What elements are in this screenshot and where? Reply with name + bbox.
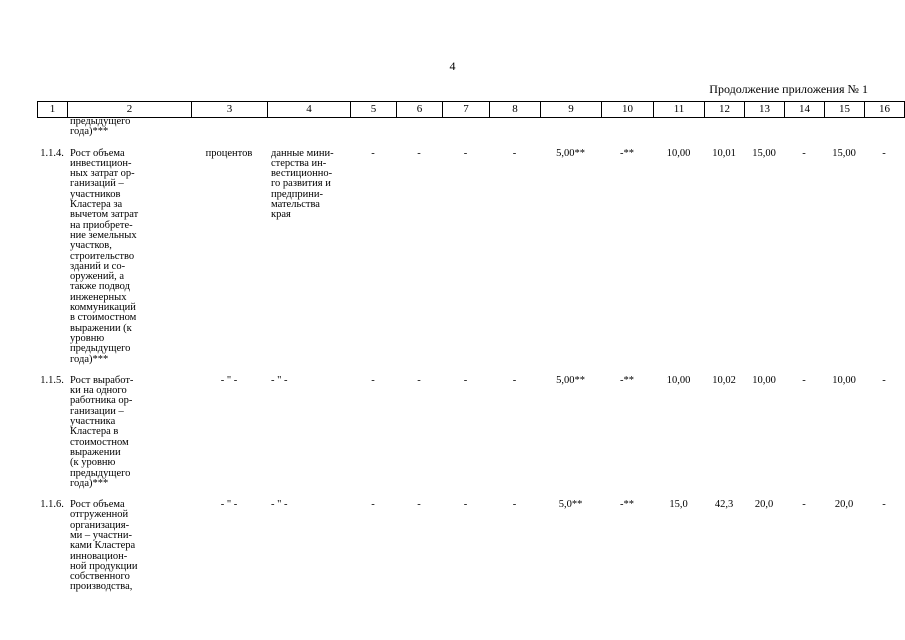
indicator-name: Рост объема инвестицион- ных затрат ор- ганизаций – участников Кластера за вычетом затрат на приобрете- ние земельных участков, строительство зданий и со- оружений, а также подвод инженерных коммуникаций в стоимостном выражении (к уровню предыдущего года)*** <box>70 147 139 365</box>
value-col-10: -** <box>620 147 634 159</box>
value-col-13: 20,0 <box>754 499 774 511</box>
indicator-name: предыдущего года)*** <box>70 116 131 138</box>
source-cell <box>267 117 350 138</box>
value-col-5: - <box>371 499 375 511</box>
indicators-table <box>37 117 904 593</box>
header-col-2: 2 <box>68 102 192 118</box>
header-col-16: 16 <box>865 102 905 118</box>
value-col-6: - <box>417 374 421 386</box>
indicator-name: Рост выработ- ки на одного работника ор- ганизации – участника Кластера в стоимостном выражении (к уровню предыдущего года)*** <box>70 374 134 489</box>
page-number: 4 <box>449 59 456 73</box>
unit-cell: - " - <box>220 374 238 386</box>
value-col-8 <box>489 117 540 138</box>
source-cell: - " - <box>271 499 288 511</box>
value-col-11 <box>653 117 704 138</box>
source-cell: данные мини- стерства ин- вестиционно- го развития и предприни- мательства края <box>271 147 334 221</box>
row-number <box>37 117 67 138</box>
value-col-7: - <box>463 374 468 386</box>
value-col-16 <box>864 117 904 138</box>
row-number: 1.1.5. <box>40 374 64 386</box>
header-col-10: 10 <box>602 102 654 118</box>
value-col-10: -** <box>620 374 634 386</box>
value-col-14 <box>784 117 824 138</box>
header-col-9: 9 <box>541 102 602 118</box>
value-col-13: 15,00 <box>752 147 776 159</box>
value-col-10 <box>601 117 653 138</box>
header-col-1: 1 <box>38 102 68 118</box>
value-col-13 <box>744 117 784 138</box>
source-cell: - " - <box>271 374 288 386</box>
header-col-12: 12 <box>705 102 745 118</box>
value-col-15 <box>824 117 864 138</box>
value-col-15: 15,00 <box>832 147 856 159</box>
value-col-15: 10,00 <box>832 374 856 386</box>
value-col-13: 10,00 <box>752 374 776 386</box>
value-col-11: 10,00 <box>666 147 691 159</box>
header-col-8: 8 <box>490 102 541 118</box>
value-col-7: - <box>463 147 468 159</box>
value-col-16: - <box>882 374 886 386</box>
value-col-16: - <box>882 499 886 511</box>
value-col-9 <box>540 117 601 138</box>
unit-cell: - " - <box>220 499 238 511</box>
value-col-8: - <box>512 147 517 159</box>
indicator-name: Рост объема отгруженной организация- ми – участни- ками Кластера инновацион- ной продукции собственного производства, <box>70 499 138 593</box>
value-col-12: 42,3 <box>714 499 734 511</box>
header-col-15: 15 <box>825 102 865 118</box>
value-col-11: 15,0 <box>669 499 688 511</box>
value-col-15: 20,0 <box>834 499 854 511</box>
row-number: 1.1.6. <box>40 499 64 511</box>
value-col-10: -** <box>620 499 634 511</box>
header-col-3: 3 <box>192 102 268 118</box>
value-col-8: - <box>512 374 517 386</box>
value-col-9: 5,00** <box>556 147 585 159</box>
value-col-16: - <box>882 147 886 159</box>
value-col-12: 10,02 <box>712 374 736 386</box>
header-col-11: 11 <box>654 102 705 118</box>
table-row <box>37 117 904 138</box>
header-col-13: 13 <box>745 102 785 118</box>
value-col-6 <box>396 117 442 138</box>
column-number-header <box>37 101 905 118</box>
value-col-9: 5,00** <box>556 374 585 386</box>
table-row <box>37 149 904 365</box>
value-col-12: 10,01 <box>712 147 736 159</box>
value-col-9: 5,0** <box>558 499 583 511</box>
row-number: 1.1.4. <box>40 147 64 159</box>
value-col-6: - <box>417 147 421 159</box>
header-col-5: 5 <box>351 102 397 118</box>
value-col-6: - <box>417 499 421 511</box>
header-col-14: 14 <box>785 102 825 118</box>
value-col-7 <box>442 117 489 138</box>
table-row <box>37 500 904 593</box>
unit-cell: процентов <box>205 147 253 159</box>
header-col-6: 6 <box>397 102 443 118</box>
value-col-5: - <box>371 374 375 386</box>
value-col-14: - <box>802 499 806 511</box>
value-col-14: - <box>802 147 806 159</box>
value-col-5 <box>350 117 396 138</box>
value-col-5: - <box>371 147 375 159</box>
value-col-12 <box>704 117 744 138</box>
header-col-4: 4 <box>268 102 351 118</box>
value-col-11: 10,00 <box>666 374 691 386</box>
table-row <box>37 376 904 489</box>
appendix-continuation-label: Продолжение приложения № 1 <box>709 82 868 96</box>
value-col-8: - <box>512 499 517 511</box>
value-col-7: - <box>463 499 468 511</box>
value-col-14: - <box>802 374 806 386</box>
header-col-7: 7 <box>443 102 490 118</box>
unit-cell <box>191 117 267 138</box>
